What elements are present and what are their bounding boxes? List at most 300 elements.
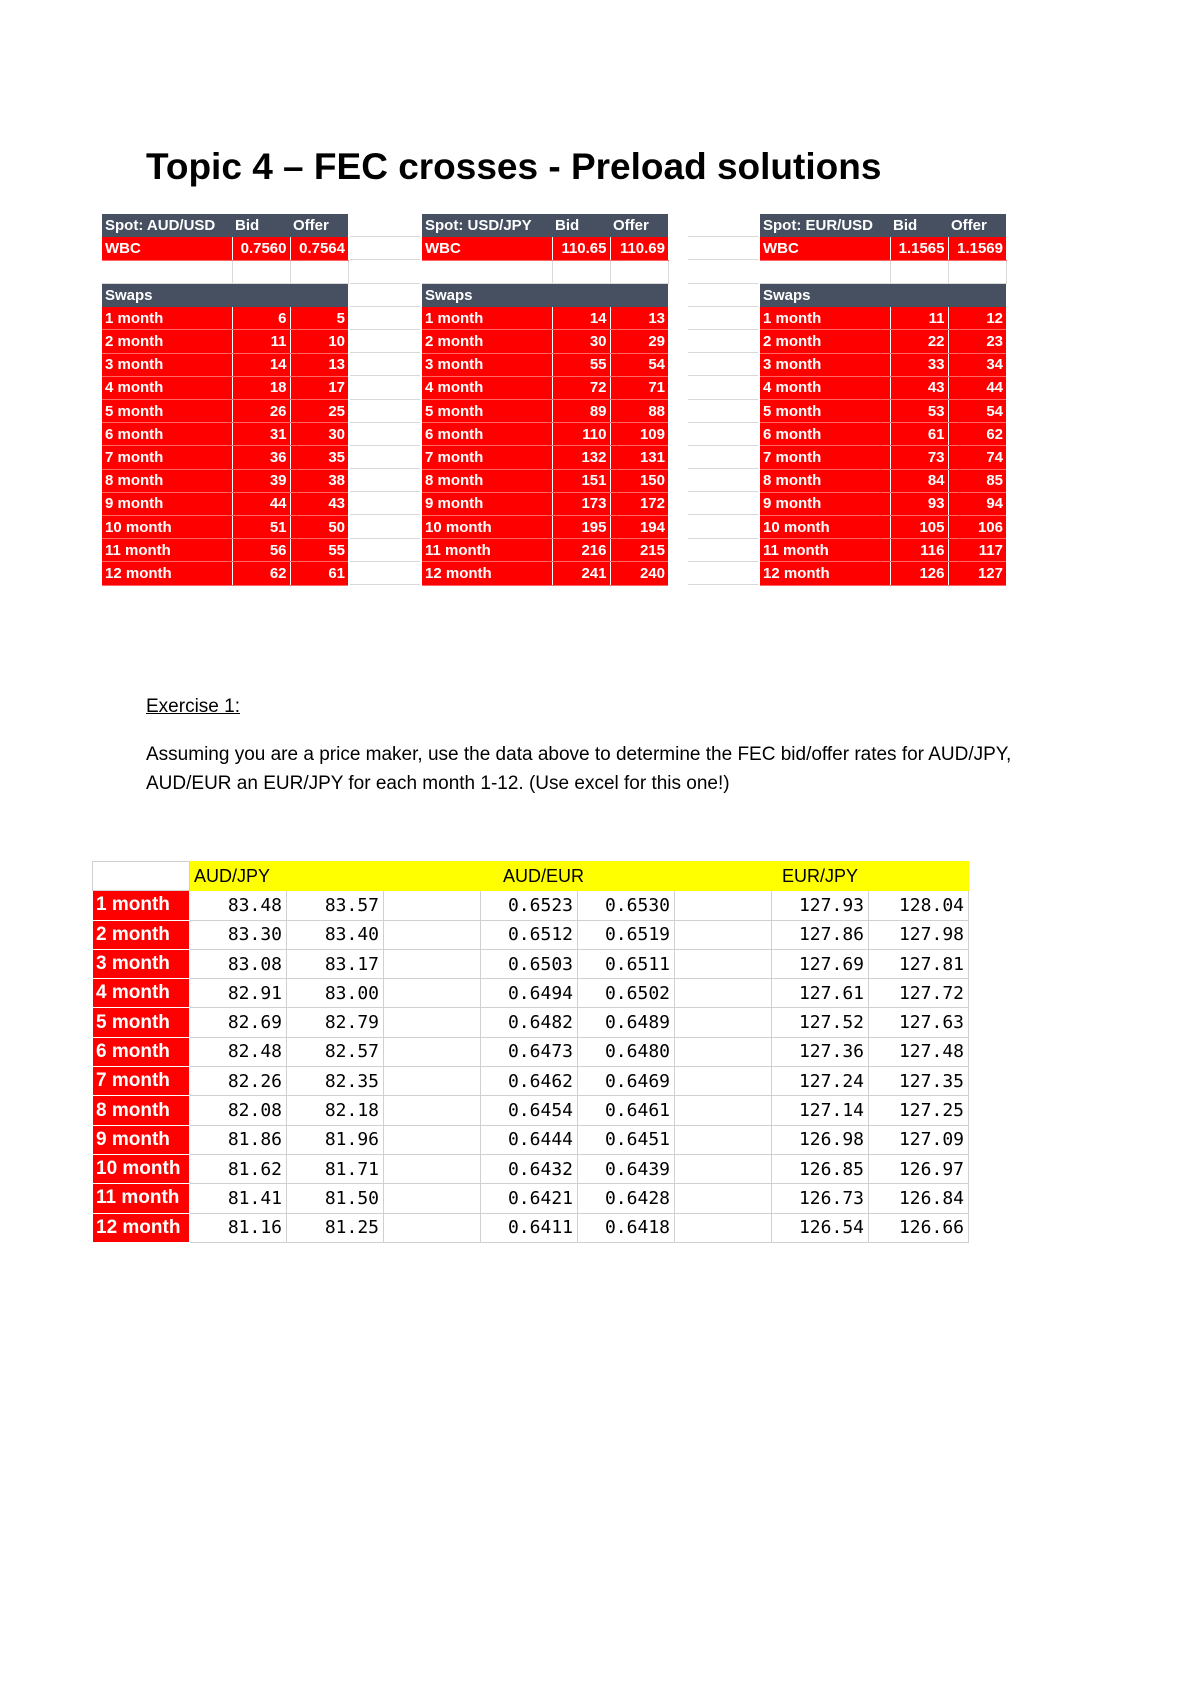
rate-cell: 128.04: [869, 891, 969, 920]
swap-row: [760, 353, 1006, 376]
swap-offer: 85: [948, 469, 1006, 492]
swaps-header-row: [760, 284, 1006, 307]
quote-label: WBC: [422, 237, 552, 260]
solution-row: [93, 949, 969, 978]
swap-offer: 131: [610, 446, 668, 469]
tenor-label: 5 month: [93, 1008, 190, 1037]
rate-cell: 0.6432: [481, 1154, 578, 1183]
swap-tenor: 2 month: [422, 330, 552, 353]
swap-offer: 13: [610, 307, 668, 330]
solution-table: [92, 861, 969, 1243]
blank-row: [422, 260, 668, 283]
rate-cell: 0.6503: [481, 949, 578, 978]
swap-tenor: 3 month: [422, 353, 552, 376]
exercise-text: Assuming you are a price maker, use the data above to determine the FEC bid/offer rates for AUD/JPY, AUD/EUR an EUR/JPY for each month 1-12. (Use excel for this one!): [146, 744, 1012, 794]
blank-row: [760, 260, 1006, 283]
swap-bid: 26: [232, 400, 290, 423]
spacer-cell: [384, 1154, 481, 1183]
swap-offer: 150: [610, 469, 668, 492]
market-table-aud-usd: [102, 214, 349, 586]
swap-tenor: 12 month: [422, 562, 552, 585]
spot-offer: 1.1569: [948, 237, 1006, 260]
rate-cell: 127.14: [772, 1096, 869, 1125]
rate-cell: 126.66: [869, 1213, 969, 1242]
swap-offer: 215: [610, 539, 668, 562]
market-header: Spot: AUD/USD: [102, 214, 232, 237]
swap-bid: 55: [552, 353, 610, 376]
spacer-cell: [675, 1125, 772, 1154]
spacer-cell: [384, 1096, 481, 1125]
swap-tenor: 4 month: [102, 376, 232, 399]
spacer-cell: [675, 1154, 772, 1183]
tenor-label: 4 month: [93, 979, 190, 1008]
rate-cell: 82.18: [287, 1096, 384, 1125]
rate-cell: 83.57: [287, 891, 384, 920]
solution-row: [93, 1008, 969, 1037]
swap-offer: 240: [610, 562, 668, 585]
rate-cell: 126.97: [869, 1154, 969, 1183]
swap-tenor: 2 month: [760, 330, 890, 353]
swap-row: [422, 423, 668, 446]
spot-row: [102, 237, 348, 260]
swap-offer: 55: [290, 539, 348, 562]
corner-cell: [93, 862, 190, 891]
pair-header-aud-jpy: AUD/JPY: [190, 862, 287, 891]
swap-row: [760, 423, 1006, 446]
swaps-body: [422, 307, 668, 585]
swap-offer: 74: [948, 446, 1006, 469]
swap-tenor: 7 month: [102, 446, 232, 469]
swap-offer: 106: [948, 515, 1006, 538]
swap-offer: 194: [610, 515, 668, 538]
swap-bid: 61: [890, 423, 948, 446]
rate-cell: 126.85: [772, 1154, 869, 1183]
swap-bid: 14: [552, 307, 610, 330]
tenor-label: 3 month: [93, 949, 190, 978]
tenor-label: 1 month: [93, 891, 190, 920]
swap-row: [760, 469, 1006, 492]
swap-bid: 126: [890, 562, 948, 585]
swap-row: [102, 539, 348, 562]
swap-bid: 51: [232, 515, 290, 538]
rate-cell: 0.6482: [481, 1008, 578, 1037]
swap-offer: 71: [610, 376, 668, 399]
swap-bid: 110: [552, 423, 610, 446]
rate-cell: 127.63: [869, 1008, 969, 1037]
market-header-row: [102, 214, 348, 237]
rate-cell: 126.84: [869, 1184, 969, 1213]
spacer-column: [688, 214, 758, 585]
swaps-header-row: [102, 284, 348, 307]
pair-header-eur-jpy: EUR/JPY: [772, 862, 869, 891]
rate-cell: 82.79: [287, 1008, 384, 1037]
rate-cell: 0.6511: [578, 949, 675, 978]
rate-cell: 126.54: [772, 1213, 869, 1242]
tenor-label: 6 month: [93, 1037, 190, 1066]
swap-tenor: 9 month: [422, 492, 552, 515]
swap-offer: 61: [290, 562, 348, 585]
swap-tenor: 1 month: [422, 307, 552, 330]
swap-row: [102, 330, 348, 353]
solution-body: [93, 891, 969, 1243]
solution-row: [93, 1037, 969, 1066]
swap-tenor: 4 month: [422, 376, 552, 399]
swaps-label: Swaps: [102, 284, 232, 307]
tenor-label: 8 month: [93, 1096, 190, 1125]
swap-bid: 44: [232, 492, 290, 515]
rate-cell: 81.50: [287, 1184, 384, 1213]
swap-offer: 38: [290, 469, 348, 492]
spot-offer: 0.7564: [290, 237, 348, 260]
swaps-body: [102, 307, 348, 585]
quote-label: WBC: [102, 237, 232, 260]
swap-row: [760, 446, 1006, 469]
swap-offer: 23: [948, 330, 1006, 353]
rate-cell: 81.25: [287, 1213, 384, 1242]
rate-cell: 127.93: [772, 891, 869, 920]
swap-bid: 105: [890, 515, 948, 538]
swap-row: [760, 539, 1006, 562]
swap-row: [102, 446, 348, 469]
tenor-label: 12 month: [93, 1213, 190, 1242]
swap-tenor: 1 month: [760, 307, 890, 330]
solution-row: [93, 891, 969, 920]
swap-tenor: 5 month: [760, 400, 890, 423]
rate-cell: 127.69: [772, 949, 869, 978]
swap-bid: 73: [890, 446, 948, 469]
swap-offer: 94: [948, 492, 1006, 515]
rate-cell: 83.00: [287, 979, 384, 1008]
rate-cell: 82.08: [190, 1096, 287, 1125]
rate-cell: 0.6421: [481, 1184, 578, 1213]
swap-bid: 173: [552, 492, 610, 515]
swap-bid: 11: [232, 330, 290, 353]
swap-bid: 22: [890, 330, 948, 353]
swaps-label: Swaps: [422, 284, 552, 307]
swap-offer: 12: [948, 307, 1006, 330]
swap-bid: 62: [232, 562, 290, 585]
offer-label: Offer: [948, 214, 1006, 237]
rate-cell: 81.62: [190, 1154, 287, 1183]
spacer-cell: [384, 1067, 481, 1096]
rate-cell: 127.35: [869, 1067, 969, 1096]
rate-cell: 83.48: [190, 891, 287, 920]
blank-row: [102, 260, 348, 283]
swap-row: [102, 562, 348, 585]
rate-cell: 127.48: [869, 1037, 969, 1066]
rate-cell: 0.6461: [578, 1096, 675, 1125]
swap-row: [422, 400, 668, 423]
swap-bid: 84: [890, 469, 948, 492]
swap-row: [102, 492, 348, 515]
swap-bid: 72: [552, 376, 610, 399]
swap-tenor: 2 month: [102, 330, 232, 353]
market-header-row: [760, 214, 1006, 237]
spacer-cell: [384, 1008, 481, 1037]
market-header-row: [422, 214, 668, 237]
rate-cell: 82.26: [190, 1067, 287, 1096]
spacer-cell: [384, 1037, 481, 1066]
rate-cell: 0.6494: [481, 979, 578, 1008]
swap-tenor: 5 month: [422, 400, 552, 423]
swaps-body: [760, 307, 1006, 585]
rate-cell: 127.24: [772, 1067, 869, 1096]
swap-tenor: 4 month: [760, 376, 890, 399]
swap-row: [422, 376, 668, 399]
swap-bid: 18: [232, 376, 290, 399]
rate-cell: 81.96: [287, 1125, 384, 1154]
tenor-label: 9 month: [93, 1125, 190, 1154]
swap-row: [422, 515, 668, 538]
swap-tenor: 3 month: [102, 353, 232, 376]
swap-row: [760, 492, 1006, 515]
swap-tenor: 8 month: [102, 469, 232, 492]
tenor-label: 10 month: [93, 1154, 190, 1183]
swap-tenor: 8 month: [760, 469, 890, 492]
rate-cell: 0.6411: [481, 1213, 578, 1242]
tenor-label: 7 month: [93, 1067, 190, 1096]
swap-bid: 36: [232, 446, 290, 469]
swap-tenor: 8 month: [422, 469, 552, 492]
swap-bid: 14: [232, 353, 290, 376]
swap-tenor: 11 month: [102, 539, 232, 562]
swap-row: [422, 353, 668, 376]
bid-label: Bid: [232, 214, 290, 237]
market-header: Spot: EUR/USD: [760, 214, 890, 237]
swap-tenor: 9 month: [102, 492, 232, 515]
spacer-cell: [675, 1008, 772, 1037]
solution-row: [93, 1213, 969, 1242]
swap-row: [102, 515, 348, 538]
rate-cell: 0.6469: [578, 1067, 675, 1096]
rate-cell: 127.72: [869, 979, 969, 1008]
swap-tenor: 6 month: [422, 423, 552, 446]
swap-bid: 116: [890, 539, 948, 562]
solution-row: [93, 1184, 969, 1213]
rate-cell: 0.6418: [578, 1213, 675, 1242]
swap-bid: 39: [232, 469, 290, 492]
swap-row: [422, 562, 668, 585]
swap-row: [422, 307, 668, 330]
swap-tenor: 6 month: [760, 423, 890, 446]
page-title: Topic 4 – FEC crosses - Preload solutions: [146, 146, 882, 187]
rate-cell: 0.6502: [578, 979, 675, 1008]
rate-cell: 83.40: [287, 920, 384, 949]
rate-cell: 0.6523: [481, 891, 578, 920]
swap-offer: 54: [948, 400, 1006, 423]
swap-tenor: 6 month: [102, 423, 232, 446]
rate-cell: 0.6530: [578, 891, 675, 920]
rate-cell: 127.52: [772, 1008, 869, 1037]
swap-bid: 151: [552, 469, 610, 492]
swap-offer: 29: [610, 330, 668, 353]
rate-cell: 83.17: [287, 949, 384, 978]
rate-cell: 127.98: [869, 920, 969, 949]
market-table-usd-jpy: [422, 214, 669, 586]
swap-offer: 30: [290, 423, 348, 446]
swap-row: [422, 446, 668, 469]
swap-tenor: 12 month: [760, 562, 890, 585]
rate-cell: 82.35: [287, 1067, 384, 1096]
rate-cell: 0.6489: [578, 1008, 675, 1037]
swap-bid: 30: [552, 330, 610, 353]
swap-offer: 17: [290, 376, 348, 399]
swap-tenor: 9 month: [760, 492, 890, 515]
swap-offer: 10: [290, 330, 348, 353]
spacer-cell: [384, 1213, 481, 1242]
swap-tenor: 3 month: [760, 353, 890, 376]
spacer-cell: [384, 920, 481, 949]
solution-row: [93, 1125, 969, 1154]
swap-bid: 89: [552, 400, 610, 423]
swap-row: [760, 307, 1006, 330]
swap-bid: 241: [552, 562, 610, 585]
swap-offer: 34: [948, 353, 1006, 376]
swap-bid: 6: [232, 307, 290, 330]
swap-offer: 44: [948, 376, 1006, 399]
solution-row: [93, 1067, 969, 1096]
swap-row: [422, 539, 668, 562]
rate-cell: 0.6462: [481, 1067, 578, 1096]
swap-row: [102, 376, 348, 399]
rate-cell: 82.91: [190, 979, 287, 1008]
market-header: Spot: USD/JPY: [422, 214, 552, 237]
rate-cell: 0.6428: [578, 1184, 675, 1213]
swap-row: [422, 469, 668, 492]
spacer-cell: [675, 920, 772, 949]
swap-row: [102, 353, 348, 376]
swap-offer: 25: [290, 400, 348, 423]
swap-row: [422, 492, 668, 515]
rate-cell: 0.6451: [578, 1125, 675, 1154]
rate-cell: 82.69: [190, 1008, 287, 1037]
swap-tenor: 11 month: [760, 539, 890, 562]
swap-bid: 93: [890, 492, 948, 515]
rate-cell: 126.98: [772, 1125, 869, 1154]
tenor-label: 11 month: [93, 1184, 190, 1213]
swap-bid: 33: [890, 353, 948, 376]
rate-cell: 83.30: [190, 920, 287, 949]
rate-cell: 83.08: [190, 949, 287, 978]
swap-tenor: 1 month: [102, 307, 232, 330]
spot-row: [760, 237, 1006, 260]
spacer-cell: [384, 979, 481, 1008]
spacer-cell: [675, 949, 772, 978]
quote-label: WBC: [760, 237, 890, 260]
swaps-header-row: [422, 284, 668, 307]
swap-offer: 117: [948, 539, 1006, 562]
swap-row: [102, 423, 348, 446]
spacer-cell: [675, 1213, 772, 1242]
spot-bid: 110.65: [552, 237, 610, 260]
swap-tenor: 7 month: [422, 446, 552, 469]
rate-cell: 81.71: [287, 1154, 384, 1183]
swap-row: [102, 400, 348, 423]
rate-cell: 0.6473: [481, 1037, 578, 1066]
swap-row: [760, 515, 1006, 538]
offer-label: Offer: [610, 214, 668, 237]
swap-bid: 43: [890, 376, 948, 399]
rate-cell: 0.6480: [578, 1037, 675, 1066]
market-table-eur-usd: [760, 214, 1007, 586]
rate-cell: 127.81: [869, 949, 969, 978]
spacer-cell: [675, 1067, 772, 1096]
swap-bid: 195: [552, 515, 610, 538]
swap-offer: 35: [290, 446, 348, 469]
rate-cell: 127.09: [869, 1125, 969, 1154]
swap-row: [760, 330, 1006, 353]
rate-cell: 81.41: [190, 1184, 287, 1213]
swap-row: [760, 376, 1006, 399]
solution-row: [93, 920, 969, 949]
swap-tenor: 5 month: [102, 400, 232, 423]
exercise-label: Exercise 1:: [146, 696, 240, 717]
bid-label: Bid: [890, 214, 948, 237]
rate-cell: 0.6444: [481, 1125, 578, 1154]
swap-row: [422, 330, 668, 353]
rate-cell: 0.6512: [481, 920, 578, 949]
swap-bid: 216: [552, 539, 610, 562]
swap-offer: 54: [610, 353, 668, 376]
spacer-cell: [384, 1125, 481, 1154]
rate-cell: 81.86: [190, 1125, 287, 1154]
solution-row: [93, 1154, 969, 1183]
swap-bid: 132: [552, 446, 610, 469]
rate-cell: 82.48: [190, 1037, 287, 1066]
rate-cell: 0.6454: [481, 1096, 578, 1125]
swap-bid: 11: [890, 307, 948, 330]
rate-cell: 127.61: [772, 979, 869, 1008]
spacer-cell: [675, 979, 772, 1008]
spot-row: [422, 237, 668, 260]
offer-label: Offer: [290, 214, 348, 237]
spacer-cell: [675, 1037, 772, 1066]
swap-tenor: 12 month: [102, 562, 232, 585]
spacer-cell: [675, 1184, 772, 1213]
swaps-label: Swaps: [760, 284, 890, 307]
pair-header-aud-eur: AUD/EUR: [481, 862, 578, 891]
spot-bid: 1.1565: [890, 237, 948, 260]
bid-label: Bid: [552, 214, 610, 237]
swap-offer: 109: [610, 423, 668, 446]
swap-offer: 127: [948, 562, 1006, 585]
swap-row: [760, 400, 1006, 423]
rate-cell: 82.57: [287, 1037, 384, 1066]
spacer-cell: [384, 949, 481, 978]
spacer-column: [350, 214, 420, 585]
spacer-cell: [384, 891, 481, 920]
swap-offer: 172: [610, 492, 668, 515]
solution-header-row: [93, 862, 969, 891]
solution-row: [93, 979, 969, 1008]
swap-tenor: 11 month: [422, 539, 552, 562]
swap-offer: 13: [290, 353, 348, 376]
spacer-cell: [675, 891, 772, 920]
rate-cell: 126.73: [772, 1184, 869, 1213]
swap-tenor: 7 month: [760, 446, 890, 469]
swap-row: [760, 562, 1006, 585]
swap-bid: 31: [232, 423, 290, 446]
rate-cell: 81.16: [190, 1213, 287, 1242]
rate-cell: 0.6439: [578, 1154, 675, 1183]
rate-cell: 0.6519: [578, 920, 675, 949]
swap-offer: 43: [290, 492, 348, 515]
spot-bid: 0.7560: [232, 237, 290, 260]
swap-offer: 5: [290, 307, 348, 330]
swap-row: [102, 469, 348, 492]
swap-bid: 53: [890, 400, 948, 423]
spacer-cell: [675, 1096, 772, 1125]
